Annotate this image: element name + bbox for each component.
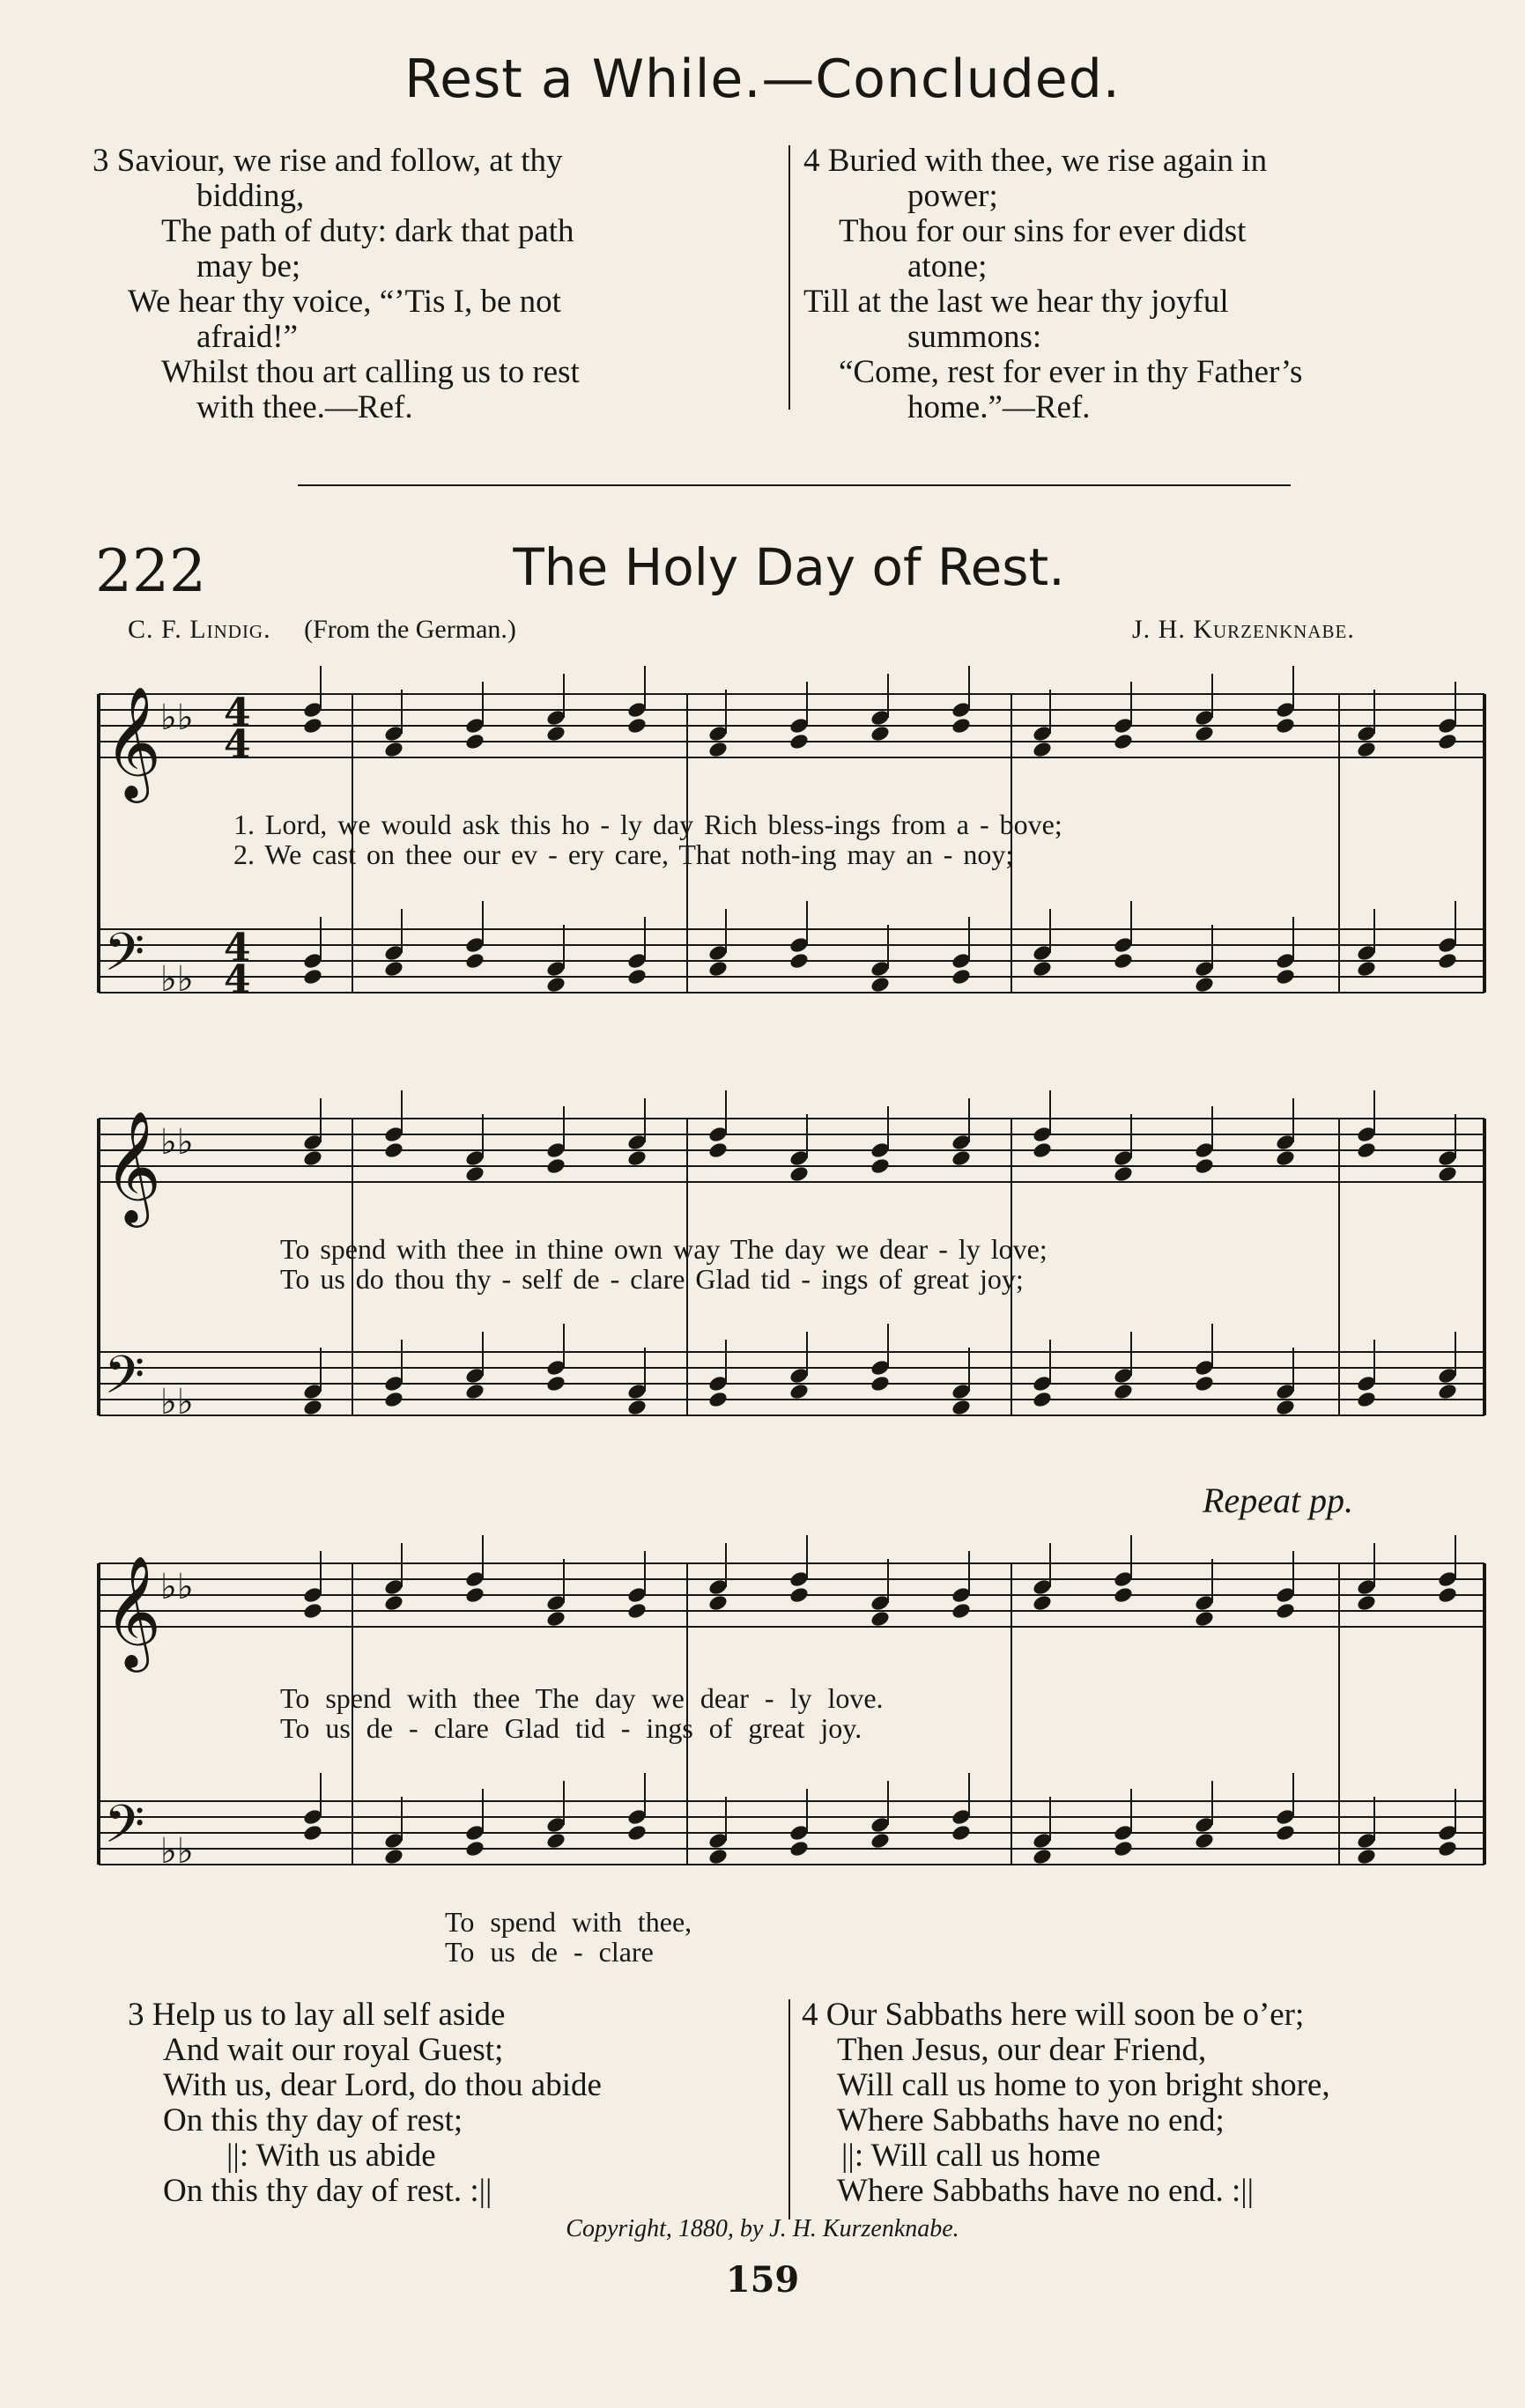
lyric-syllable: To (280, 1682, 310, 1714)
lyric-syllable: Glad (504, 1712, 559, 1744)
note-head (626, 1601, 648, 1620)
lyric-syllable: To (280, 1233, 310, 1265)
lyric-syllable: bless-ings (767, 809, 881, 840)
key-signature: ♭♭ (160, 959, 194, 1000)
note-head (1194, 1831, 1215, 1850)
page-number: 159 (725, 2259, 800, 2301)
lyric-syllable: 2. We (233, 838, 302, 870)
note-head (870, 1609, 891, 1628)
note-head (1275, 1398, 1296, 1416)
verse-line: 3 Saviour, we rise and follow, at thy (93, 143, 563, 179)
column-divider (788, 1999, 790, 2220)
lyric-syllable: noy; (963, 838, 1014, 870)
note-head (545, 724, 566, 742)
lyric-syllable: spend (320, 1233, 386, 1265)
note-head (951, 1149, 972, 1167)
repeat-marking: Repeat pp. (1203, 1481, 1354, 1520)
note-head (1113, 1839, 1134, 1858)
note-head (951, 1398, 972, 1416)
note-head (707, 1847, 729, 1865)
note-head (464, 1382, 485, 1400)
note-head (302, 967, 323, 986)
lyric-syllable: To (445, 1906, 475, 1938)
verse-line: Thou for our sins for ever didst (839, 213, 1247, 249)
note-head (870, 1831, 891, 1850)
lyric-syllable: from (891, 809, 946, 840)
lyric-syllable: - (943, 838, 953, 870)
note-head (1032, 1390, 1053, 1408)
lyric-syllable: may (847, 838, 896, 870)
note-head (302, 1601, 323, 1620)
note-head (1113, 951, 1134, 970)
note-head (1032, 1593, 1053, 1612)
note-head (1113, 1164, 1134, 1183)
lyric-syllable: ings (646, 1712, 693, 1744)
lyric-syllable: - (408, 1712, 418, 1744)
note-head (1194, 1374, 1215, 1392)
note-head (464, 1164, 485, 1183)
lyric-syllable: with (406, 1682, 457, 1714)
verse-line: Where Sabbaths have no end; (837, 2102, 1225, 2138)
note-head (1356, 959, 1377, 978)
lyric-syllable: thou (394, 1263, 445, 1295)
note-head (870, 1156, 891, 1175)
lyric-syllable: - (610, 1263, 620, 1295)
note-head (788, 1164, 810, 1183)
note-head (383, 959, 404, 978)
lyric-syllable: day (652, 809, 694, 840)
note-head (1437, 1382, 1458, 1400)
verse-line: And wait our royal Guest; (163, 2032, 504, 2068)
note-head (1113, 1382, 1134, 1400)
lyric-syllable: us (320, 1263, 345, 1295)
lyric-syllable: ly (620, 809, 642, 840)
note-head (870, 1374, 891, 1392)
lyric-syllable: on (366, 838, 396, 870)
note-head (870, 724, 891, 742)
lyric-syllable: ings (821, 1263, 869, 1295)
lyric-syllable: - (764, 1682, 774, 1714)
verse-line: 3 Help us to lay all self aside (128, 1997, 506, 2033)
note-head (951, 1823, 972, 1842)
note-head (1032, 1141, 1053, 1159)
verse-line: 4 Our Sabbaths here will soon be o’er; (802, 1997, 1305, 2033)
lyric-syllable: do (355, 1263, 384, 1295)
note-head (302, 1149, 323, 1167)
lyric-syllable: tid (760, 1263, 791, 1295)
lyrics-line (280, 1233, 1048, 1266)
verse-line: Then Jesus, our dear Friend, (837, 2032, 1207, 2068)
note-head (1356, 1141, 1377, 1159)
note-head (302, 1398, 323, 1416)
author: C. F. Lindig. (128, 615, 271, 644)
verse-line: may be; (196, 248, 301, 284)
note-head (464, 951, 485, 970)
note-head (788, 951, 810, 970)
hymn-number: 222 (95, 537, 206, 605)
lyric-syllable: That (678, 838, 731, 870)
note-head (1437, 1839, 1458, 1858)
note-head (707, 740, 729, 758)
lyric-syllable: of (708, 1712, 733, 1744)
verse-line: The path of duty: dark that path (161, 213, 574, 249)
note-head (1032, 740, 1053, 758)
lyric-syllable: joy. (820, 1712, 862, 1744)
lyric-syllable: in (515, 1233, 537, 1265)
lyric-syllable: de (573, 1263, 600, 1295)
lyric-syllable: tid (574, 1712, 605, 1744)
lyric-syllable: us (490, 1936, 515, 1968)
note-head (951, 716, 972, 735)
time-signature: 4 (224, 722, 251, 767)
lyric-syllable: To (445, 1936, 475, 1968)
note-head (1275, 1601, 1296, 1620)
lyric-syllable: ev (510, 838, 538, 870)
note-head (464, 1585, 485, 1604)
lyric-syllable: joy; (980, 1263, 1024, 1295)
note-head (383, 1390, 404, 1408)
lyric-syllable: clare (598, 1936, 654, 1968)
note-head (626, 967, 648, 986)
lyrics-line (280, 1263, 1024, 1296)
note-head (1032, 1847, 1053, 1865)
lyric-syllable: de (530, 1936, 558, 1968)
lyric-syllable: de (366, 1712, 393, 1744)
time-signature: 4 (224, 691, 251, 735)
note-head (1437, 732, 1458, 750)
lyrics-line (280, 1712, 862, 1745)
note-head (951, 1601, 972, 1620)
note-head (1113, 1585, 1134, 1604)
verse-line: ||: Will call us home (841, 2138, 1101, 2174)
lyric-syllable: us (325, 1712, 351, 1744)
note-head (1194, 975, 1215, 993)
lyric-syllable: - (801, 1263, 811, 1295)
lyric-syllable: of (878, 1263, 903, 1295)
verse-line: Whilst thou art calling us to rest (161, 354, 580, 390)
lyric-syllable: To (280, 1712, 310, 1744)
verse-line: Where Sabbaths have no end. :|| (837, 2173, 1255, 2209)
verse-line: home.”—Ref. (907, 389, 1091, 425)
note-head (545, 1609, 566, 1628)
note-head (464, 1839, 485, 1858)
lyric-syllable: we (835, 1233, 870, 1265)
note-head (626, 1149, 648, 1167)
verse-line: “Come, rest for ever in thy Father’s (839, 354, 1303, 390)
note-head (1194, 724, 1215, 742)
lyric-syllable: thee (405, 838, 453, 870)
lyric-syllable: an (906, 838, 933, 870)
lyric-syllable: dear (700, 1682, 749, 1714)
note-head (1356, 1593, 1377, 1612)
note-head (383, 740, 404, 758)
hymn-title: The Holy Day of Rest. (513, 537, 1065, 597)
note-head (707, 1141, 729, 1159)
lyric-syllable: love. (827, 1682, 884, 1714)
note-head (870, 975, 891, 993)
lyric-syllable: thee (472, 1682, 521, 1714)
source-note: (From the German.) (304, 615, 516, 644)
lyric-syllable: with (571, 1906, 622, 1938)
clef: 𝄞 (104, 1110, 162, 1222)
verse-line: afraid!” (196, 319, 299, 355)
lyrics-line (233, 809, 1062, 841)
lyric-syllable: a (956, 809, 969, 840)
lyric-syllable: - (548, 838, 558, 870)
note-head (1194, 1156, 1215, 1175)
note-head (1356, 740, 1377, 758)
lyric-syllable: ho (561, 809, 590, 840)
lyrics-line (280, 1682, 884, 1715)
note-head (302, 1823, 323, 1842)
lyric-syllable: clare (630, 1263, 685, 1295)
note-head (788, 1585, 810, 1604)
note-head (1437, 1585, 1458, 1604)
lyric-syllable: cast (312, 838, 357, 870)
note-head (707, 1390, 729, 1408)
lyric-syllable: ly (958, 1233, 981, 1265)
note-head (383, 1593, 404, 1612)
lyric-syllable: we (651, 1682, 685, 1714)
lyric-syllable: ask (462, 809, 500, 840)
page-title: Rest a While.—Concluded. (404, 48, 1121, 110)
key-signature: ♭♭ (160, 698, 194, 738)
lyric-syllable: thee, (637, 1906, 692, 1938)
bass-lyrics-line (445, 1936, 654, 1969)
note-head (1275, 967, 1296, 986)
bass-lyrics-line (445, 1906, 692, 1939)
note-head (788, 1382, 810, 1400)
note-head (383, 1141, 404, 1159)
lyric-syllable: Rich (704, 809, 758, 840)
verse-3 (128, 1998, 602, 2209)
lyric-syllable: noth-ing (741, 838, 837, 870)
lyric-syllable: clare (433, 1712, 489, 1744)
verse-line: 4 Buried with thee, we rise again in (803, 143, 1268, 179)
composer: J. H. Kurzenknabe. (1132, 615, 1355, 644)
lyric-syllable: The (729, 1233, 774, 1265)
verse-4 (802, 1998, 1330, 2209)
lyric-syllable: we would (337, 809, 452, 840)
verse-line: Will call us home to yon bright shore, (837, 2067, 1330, 2103)
verse-line: ||: With us abide (226, 2138, 436, 2174)
copyright-notice: Copyright, 1880, by J. H. Kurzenknabe. (566, 2215, 959, 2242)
lyric-syllable: great (913, 1263, 970, 1295)
clef: 𝄢 (104, 1793, 145, 1867)
verse-line: atone; (907, 248, 988, 284)
lyric-syllable: - (501, 1263, 512, 1295)
lyric-syllable: thine (547, 1233, 604, 1265)
clef: 𝄞 (104, 685, 162, 798)
note-head (1356, 1390, 1377, 1408)
key-signature: ♭♭ (160, 1567, 194, 1607)
lyric-syllable: - (573, 1936, 583, 1968)
note-head (302, 716, 323, 735)
lyric-syllable: - (620, 1712, 631, 1744)
lyric-syllable: - (938, 1233, 948, 1265)
lyric-syllable: To (280, 1263, 310, 1295)
note-head (707, 959, 729, 978)
verse-line: bidding, (196, 178, 305, 214)
note-head (545, 1831, 566, 1850)
lyric-syllable: 1. Lord, (233, 809, 328, 840)
lyric-syllable: own (614, 1233, 663, 1265)
lyric-syllable: The (535, 1682, 580, 1714)
note-head (1437, 951, 1458, 970)
note-head (951, 967, 972, 986)
lyric-syllable: this (510, 809, 552, 840)
note-head (545, 1156, 566, 1175)
note-head (545, 1374, 566, 1392)
note-head (1275, 1823, 1296, 1842)
note-head (707, 1593, 729, 1612)
note-head (1113, 732, 1134, 750)
lyric-syllable: care, (614, 838, 669, 870)
verse-line: With us, dear Lord, do thou abide (163, 2067, 602, 2103)
lyric-syllable: way (673, 1233, 721, 1265)
time-signature: 4 (224, 926, 251, 971)
note-head (626, 716, 648, 735)
lyrics-line (233, 838, 1013, 871)
lyric-syllable: love; (990, 1233, 1048, 1265)
lyric-syllable: spend (490, 1906, 556, 1938)
verse-line: On this thy day of rest; (163, 2102, 463, 2138)
time-signature: 4 (224, 957, 251, 1002)
note-head (545, 975, 566, 993)
clef: 𝄢 (104, 921, 145, 995)
verse-line: We hear thy voice, “’Tis I, be not (128, 284, 561, 320)
lyric-syllable: day (595, 1682, 636, 1714)
note-head (383, 1847, 404, 1865)
lyric-syllable: - (980, 809, 989, 840)
note-head (626, 1398, 648, 1416)
note-head (1275, 716, 1296, 735)
lyric-syllable: day (784, 1233, 825, 1265)
verse-line: power; (907, 178, 998, 214)
verse-line: Till at the last we hear thy joyful (803, 284, 1229, 320)
lyric-syllable: bove; (999, 809, 1062, 840)
verse-line: with thee.—Ref. (196, 389, 413, 425)
lyric-syllable: with (396, 1233, 447, 1265)
lyric-syllable: Glad (695, 1263, 751, 1295)
lyric-syllable: self (522, 1263, 563, 1295)
verse-line: summons: (907, 319, 1042, 355)
lyric-syllable: our (463, 838, 500, 870)
note-head (464, 732, 485, 750)
lyric-syllable: thy (455, 1263, 492, 1295)
clef: 𝄞 (104, 1555, 162, 1667)
lyric-syllable: ly (789, 1682, 812, 1714)
verse-line: On this thy day of rest. :|| (163, 2173, 492, 2209)
lyric-syllable: dear (879, 1233, 929, 1265)
note-head (1356, 1847, 1377, 1865)
lyric-syllable: ery (567, 838, 604, 870)
note-head (788, 732, 810, 750)
note-head (1275, 1149, 1296, 1167)
note-head (626, 1823, 648, 1842)
lyric-syllable: great (748, 1712, 805, 1744)
lyric-syllable: thee (456, 1233, 505, 1265)
key-signature: ♭♭ (160, 1122, 194, 1163)
key-signature: ♭♭ (160, 1831, 194, 1872)
note-head (1032, 959, 1053, 978)
note-head (1437, 1164, 1458, 1183)
lyric-syllable: - (600, 809, 611, 840)
lyric-syllable: spend (325, 1682, 391, 1714)
key-signature: ♭♭ (160, 1382, 194, 1422)
note-head (788, 1839, 810, 1858)
clef: 𝄢 (104, 1344, 145, 1418)
note-head (1194, 1609, 1215, 1628)
